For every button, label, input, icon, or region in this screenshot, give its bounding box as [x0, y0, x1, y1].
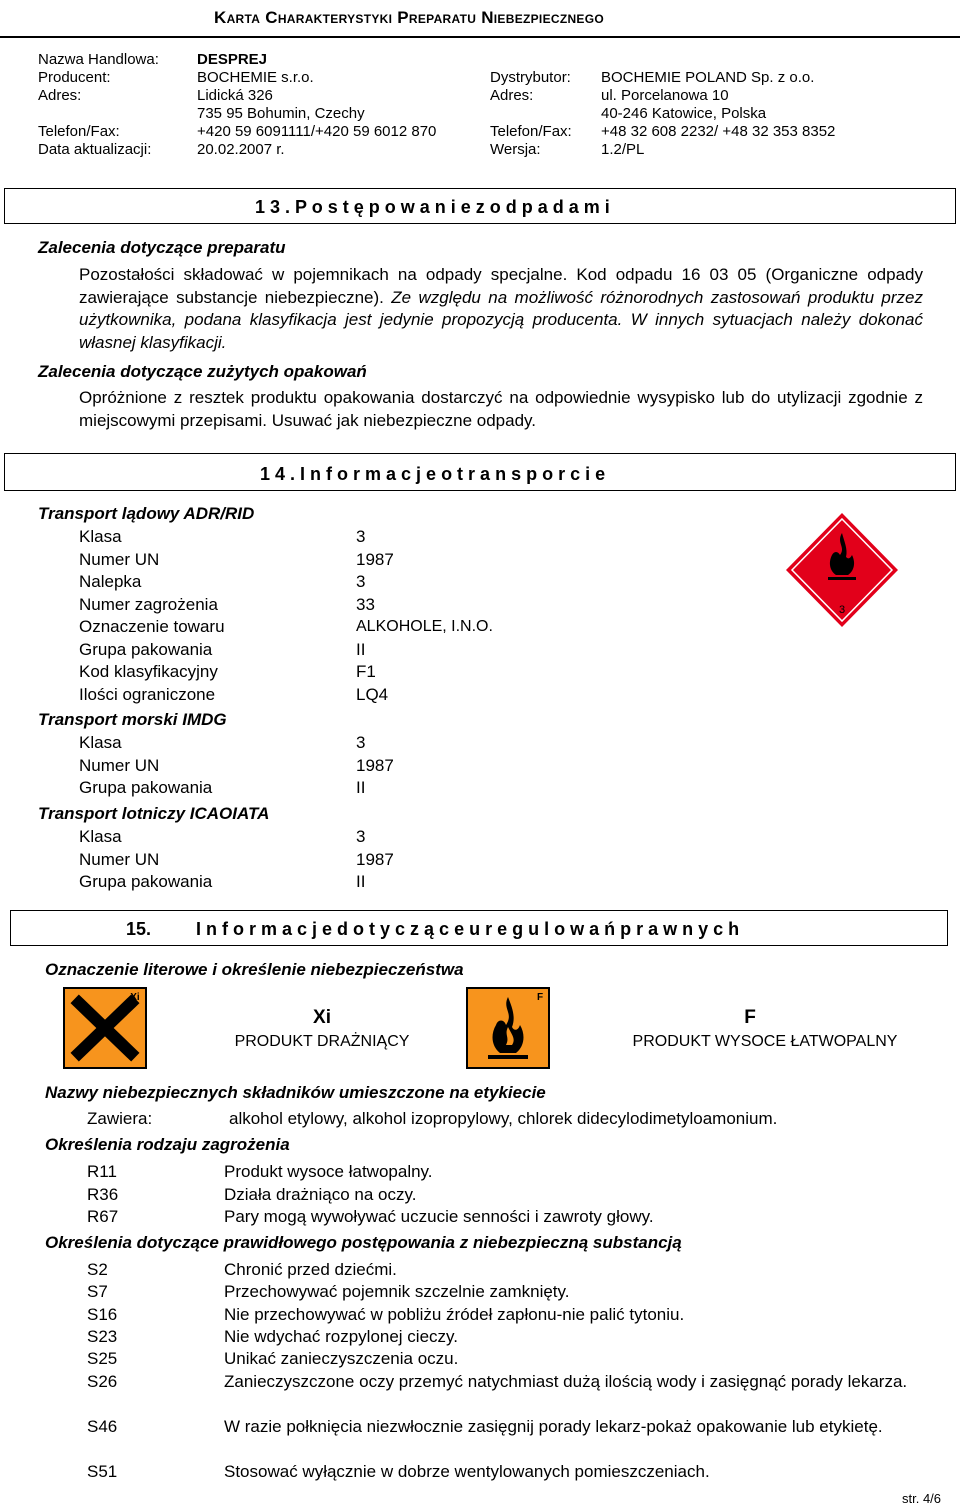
trade-name-label: Nazwa Handlowa: — [38, 51, 159, 68]
page-number: str. 4/6 — [902, 1491, 942, 1506]
version-label: Wersja: — [490, 141, 541, 158]
section-13-title: 1 3 . P o s t ę p o w a n i e z o d p a d a m i — [255, 197, 610, 217]
f-symbol-label: F — [536, 992, 544, 1003]
row-value: 1987 — [356, 849, 394, 869]
row-label: Numer zagrożenia — [79, 594, 218, 614]
address-label: Adres: — [38, 87, 82, 104]
contains-label: Zawiera: — [87, 1109, 153, 1128]
producer: BOCHEMIE s.r.o. — [197, 69, 314, 86]
section-13-title-box — [4, 188, 956, 224]
row-label: Numer UN — [79, 755, 160, 775]
hazard-heading: Oznaczenie literowe i określenie niebezpieczeństwa — [45, 960, 464, 979]
xi-desc: PRODUKT DRAŻNIĄCY — [234, 1033, 410, 1050]
row-label: Nalepka — [79, 572, 142, 591]
row-value: 1987 — [356, 755, 394, 775]
s-code: S26 — [87, 1372, 118, 1391]
r-heading: Określenia rodzaju zagrożenia — [45, 1135, 290, 1154]
dist-address-label: Adres: — [490, 87, 534, 104]
distributor: BOCHEMIE POLAND Sp. z o.o. — [601, 69, 815, 86]
row-value: II — [356, 872, 366, 891]
placard-number: 3 — [838, 604, 846, 616]
land-heading: Transport lądowy ADR/RID — [38, 504, 255, 523]
row-value: II — [356, 639, 366, 659]
row-label: Grupa pakowania — [79, 872, 213, 891]
update-label: Data aktualizacji: — [38, 141, 152, 158]
s-text: Nie przechowywać w pobliżu źródeł zapłonu-nie palić tytoniu. — [224, 1305, 685, 1324]
row-value: ALKOHOLE, I.N.O. — [356, 618, 493, 635]
flammable-placard-icon — [784, 511, 900, 629]
section-15-title: I n f o r m a c j e d o t y c z ą c e u r e g u l o w a ń p r a w n y c h — [196, 919, 740, 939]
row-value: F1 — [356, 662, 376, 681]
s-text: Chronić przed dziećmi. — [224, 1260, 397, 1279]
s-text: Unikać zanieczyszczenia oczu. — [224, 1349, 459, 1368]
update-date: 20.02.2007 r. — [197, 141, 285, 158]
page-header — [0, 0, 960, 38]
s-heading: Określenia dotyczące prawidłowego postępowania z niebezpieczną substancją — [45, 1233, 682, 1252]
s-text: Zanieczyszczone oczy przemyć natychmiast dużą ilością wody i zasięgnąć porady lekarza. — [224, 1372, 908, 1391]
s-code: S46 — [87, 1417, 118, 1436]
row-label: R11 — [87, 1162, 117, 1181]
producer-label: Producent: — [38, 69, 111, 86]
dist-phone: +48 32 608 2232/ +48 32 353 8352 — [601, 123, 836, 140]
row-value: 33 — [356, 594, 375, 614]
row-value: 1987 — [356, 549, 394, 569]
s-code: S23 — [87, 1327, 118, 1346]
row-label: Ilości ograniczone — [79, 684, 216, 704]
section-15-number: 15. — [126, 919, 152, 939]
section-15-title-box — [10, 910, 948, 946]
pack-text: Opróżnione z resztek produktu opakowania dostarczyć na odpowiednie wysypisko lub do utylizacji zgodnie z miejscowymi przepisami. Usuwać jak niebezpieczne odpady. — [79, 388, 923, 430]
s-text: Przechowywać pojemnik szczelnie zamknięty. — [224, 1282, 570, 1301]
row-label: Oznaczenie towaru — [79, 617, 225, 636]
flammable-f-icon — [466, 987, 550, 1069]
page-title: Karta Charakterystyki Preparatu Niebezpiecznego — [214, 8, 605, 27]
row-value: 3 — [356, 527, 366, 546]
row-label: R67 — [87, 1207, 119, 1226]
s-code: S51 — [87, 1462, 118, 1481]
row-value: II — [356, 778, 366, 797]
s-text: Nie wdychać rozpylonej cieczy. — [224, 1327, 458, 1346]
row-value: 3 — [356, 733, 366, 752]
contains-value: alkohol etylowy, alkohol izopropylowy, chlorek didecylodimetyloamonium. — [229, 1109, 778, 1128]
pack-heading: Zalecenia dotyczące zużytych opakowań — [38, 362, 367, 381]
address-line1: Lidická 326 — [197, 87, 273, 104]
s-code: S16 — [87, 1305, 118, 1324]
air-heading: Transport lotniczy ICAOIATA — [38, 804, 270, 823]
distributor-label: Dystrybutor: — [490, 69, 571, 86]
phone-label: Telefon/Fax: — [38, 123, 120, 140]
dist-address-line1: ul. Porcelanowa 10 — [601, 87, 729, 104]
row-label: Klasa — [79, 733, 122, 752]
row-value: Produkt wysoce łatwopalny. — [224, 1162, 433, 1181]
section-14-title: 1 4 . I n f o r m a c j e o t r a n s p o r c i e — [260, 464, 606, 484]
header-divider — [0, 36, 960, 38]
row-label: Numer UN — [79, 849, 160, 869]
ingredients-heading: Nazwy niebezpiecznych składników umieszczone na etykiecie — [45, 1083, 546, 1102]
row-label: Numer UN — [79, 549, 160, 569]
address-line2: 735 95 Bohumin, Czechy — [197, 105, 365, 122]
row-value: Pary mogą wywoływać uczucie senności i zawroty głowy. — [224, 1207, 654, 1226]
row-label: Grupa pakowania — [79, 639, 213, 659]
prep-heading: Zalecenia dotyczące preparatu — [38, 238, 286, 257]
row-label: Kod klasyfikacyjny — [79, 662, 218, 681]
section-14-title-box — [4, 453, 956, 491]
dist-address-line2: 40-246 Katowice, Polska — [601, 105, 767, 122]
prep-text — [79, 264, 923, 354]
row-value: 3 — [356, 827, 366, 846]
s-text: W razie połknięcia niezwłocznie zasięgnij porady lekarz-pokaż opakowanie lub etykietę. — [224, 1417, 883, 1436]
row-value: Działa drażniąco na oczy. — [224, 1184, 417, 1204]
s-code: S25 — [87, 1349, 118, 1368]
row-label: Klasa — [79, 827, 122, 846]
version: 1.2/PL — [601, 141, 645, 158]
phone: +420 59 6091111/+420 59 6012 870 — [197, 123, 437, 140]
s-text: Stosować wyłącznie w dobrze wentylowanych pomieszczeniach. — [224, 1462, 710, 1481]
row-label: R36 — [87, 1184, 119, 1204]
trade-name: DESPREJ — [197, 51, 268, 68]
f-desc: PRODUKT WYSOCE ŁATWOPALNY — [632, 1033, 898, 1050]
row-label: Klasa — [79, 527, 122, 546]
xi-symbol-label: Xi — [130, 992, 140, 1003]
s-code: S7 — [87, 1282, 108, 1301]
row-label: Grupa pakowania — [79, 778, 213, 797]
row-value: 3 — [356, 572, 366, 591]
irritant-xi-icon — [63, 987, 147, 1069]
dist-phone-label: Telefon/Fax: — [490, 123, 572, 140]
xi-code: Xi — [313, 1007, 331, 1028]
row-value: LQ4 — [356, 684, 389, 704]
prep-text-normal: Pozostałości składować w pojemnikach na odpady specjalne. Kod odpadu 16 03 05 (Organiczne odpady zawierające substancje niebezpieczne). — [79, 265, 923, 307]
f-code: F — [744, 1007, 756, 1028]
s-code: S2 — [87, 1260, 108, 1279]
prep-text-italic: Ze względu na możliwość różnorodnych zastosowań produktu przez użytkownika, podana klasyfikacja jest jedynie propozycją producenta. W innych sytuacjach należy dokonać własnej klasyfikacji. — [79, 287, 923, 352]
sea-heading: Transport morski IMDG — [38, 710, 227, 729]
